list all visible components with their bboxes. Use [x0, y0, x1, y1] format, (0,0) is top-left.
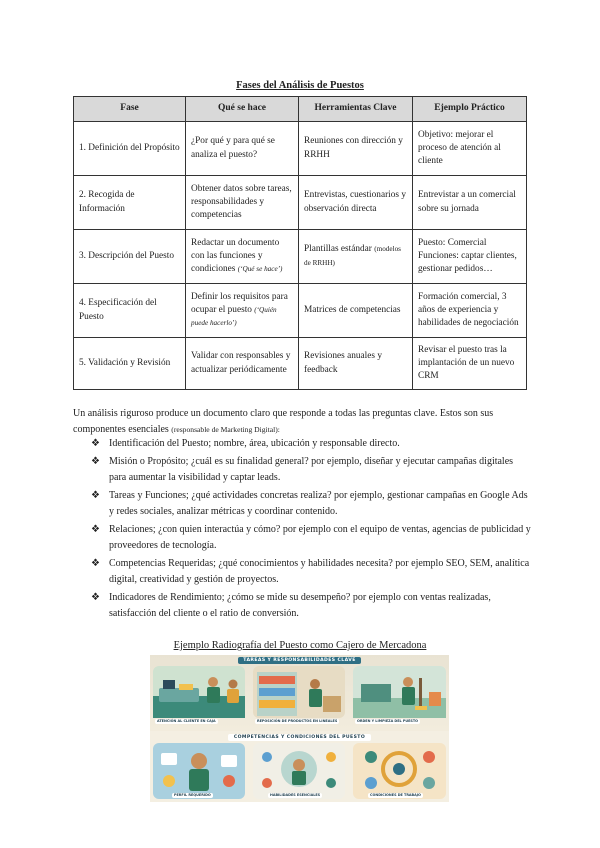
- phases-table: [73, 96, 527, 390]
- cell-herr: Reuniones con dirección y RRHH: [299, 122, 413, 176]
- list-item-text: Misión o Propósito; ¿cuál es su finalidad general? por ejemplo, diseñar y ejecutar campañas digitales para aumentar la visibilidad y captar leads.: [109, 455, 514, 483]
- conditions-scene-illustration: [353, 743, 446, 799]
- diamond-bullet-icon: ❖: [91, 455, 100, 467]
- cell-que: Obtener datos sobre tareas, responsabilidades y competencias: [186, 176, 299, 230]
- table-row: [74, 284, 527, 338]
- skills-illustration-icon: [253, 743, 345, 799]
- list-item: [91, 488, 531, 520]
- profile-illustration-icon: [153, 743, 245, 799]
- table-row: [74, 176, 527, 230]
- infographic-banner-mid: COMPETENCIAS Y CONDICIONES DEL PUESTO: [228, 734, 371, 741]
- cell-que-note: (‘Quién puede hacerlo’): [191, 305, 277, 327]
- cell-herr: [299, 230, 413, 284]
- checkout-illustration-icon: [153, 666, 245, 718]
- list-item-text: Competencias Requeridas; ¿qué conocimientos y habilidades necesita? por ejemplo SEO, SEM, analítica digital, creatividad y gestión de proyectos.: [109, 557, 530, 585]
- header-ejemplo: Ejemplo Práctico: [413, 97, 527, 122]
- list-item-text: Tareas y Funciones; ¿qué actividades concretas realiza? por ejemplo, gestionar campañas en Google Ads y redes sociales, analizar métricas y coordinar contenido.: [109, 489, 528, 517]
- conditions-illustration-icon: [353, 743, 446, 799]
- table-row: [74, 230, 527, 284]
- skills-scene-illustration: [253, 743, 345, 799]
- document-title: Fases del Análisis de Puestos: [236, 80, 364, 91]
- cell-fase: 4. Especificación del Puesto: [74, 284, 186, 338]
- list-item: [91, 590, 531, 622]
- cell-que-note: (‘Qué se hace’): [237, 265, 283, 273]
- cleaning-illustration-icon: [353, 666, 446, 718]
- table-header-row: [74, 97, 527, 122]
- intro-paragraph: [73, 406, 528, 438]
- card-caption-skills: HABILIDADES ESENCIALES: [270, 793, 321, 797]
- cell-fase: 3. Descripción del Puesto: [74, 230, 186, 284]
- diamond-bullet-icon: ❖: [91, 523, 100, 535]
- cell-herr-note: (modelos de RRHH): [304, 245, 401, 267]
- card-caption-profile: PERFIL REQUERIDO: [174, 793, 211, 797]
- cell-ejemplo: Puesto: Comercial Funciones: captar clientes, gestionar pedidos…: [413, 230, 527, 284]
- intro-note: (responsable de Marketing Digital):: [171, 425, 280, 435]
- list-item: [91, 556, 531, 588]
- cell-que-text: Redactar un documento con las funciones y condiciones: [191, 237, 280, 274]
- cell-que-text: Definir los requisitos para ocupar el puesto: [191, 291, 288, 315]
- components-list: [91, 436, 531, 624]
- header-herramientas: Herramientas Clave: [299, 97, 413, 122]
- cleaning-scene-illustration: [353, 666, 446, 718]
- cell-que: [186, 284, 299, 338]
- table-row: [74, 338, 527, 390]
- shelves-scene-illustration: [253, 666, 345, 718]
- list-item-text: Identificación del Puesto; nombre, área, ubicación y responsable directo.: [109, 438, 400, 449]
- list-item-text: Indicadores de Rendimiento; ¿cómo se mide su desempeño? por ejemplo con ventas realizadas, satisfacción del cliente o el ratio de conversión.: [109, 591, 491, 619]
- infographic-banner-top: TAREAS Y RESPONSABILIDADES CLAVE: [238, 657, 361, 664]
- diamond-bullet-icon: ❖: [91, 489, 100, 501]
- cell-ejemplo: Formación comercial, 3 años de experiencia y habilidades de negociación: [413, 284, 527, 338]
- header-fase: Fase: [74, 97, 186, 122]
- checkout-scene-illustration: [153, 666, 245, 718]
- list-item: [91, 522, 531, 554]
- diamond-bullet-icon: ❖: [91, 591, 100, 603]
- cell-ejemplo: Revisar el puesto tras la implantación de un nuevo CRM: [413, 338, 527, 390]
- cell-fase: 2. Recogida de Información: [74, 176, 186, 230]
- header-que-se-hace: Qué se hace: [186, 97, 299, 122]
- cell-fase: 1. Definición del Propósito: [74, 122, 186, 176]
- list-item: [91, 436, 531, 452]
- cell-que: Validar con responsables y actualizar periódicamente: [186, 338, 299, 390]
- card-caption-cleaning: ORDEN Y LIMPIEZA DEL PUESTO: [357, 719, 419, 723]
- cell-fase: 5. Validación y Revisión: [74, 338, 186, 390]
- intro-text: Un análisis riguroso produce un documento claro que responde a todas las preguntas clave. Estos son sus componentes esenciales: [73, 408, 494, 436]
- diamond-bullet-icon: ❖: [91, 557, 100, 569]
- image-caption: Ejemplo Radiografía del Puesto como Cajero de Mercadona: [173, 640, 427, 651]
- card-caption-restock: REPOSICIÓN DE PRODUCTOS EN LINEALES: [257, 719, 338, 723]
- table-row: [74, 122, 527, 176]
- cell-que: ¿Por qué y para qué se analiza el puesto?: [186, 122, 299, 176]
- shelves-illustration-icon: [253, 666, 345, 718]
- cell-herr: Revisiones anuales y feedback: [299, 338, 413, 390]
- cell-herr-text: Plantillas estándar: [304, 244, 372, 255]
- list-item-text: Relaciones; ¿con quien interactúa y cómo? por ejemplo con el equipo de ventas, agencias de publicidad y proveedores de tecnología.: [109, 523, 531, 551]
- cashier-infographic: [150, 655, 449, 802]
- list-item: [91, 454, 531, 486]
- card-caption-checkout: ATENCIÓN AL CLIENTE EN CAJA: [157, 719, 216, 723]
- cell-ejemplo: Objetivo: mejorar el proceso de atención al cliente: [413, 122, 527, 176]
- card-caption-conditions: CONDICIONES DE TRABAJO: [370, 793, 421, 797]
- cell-ejemplo: Entrevistar a un comercial sobre su jornada: [413, 176, 527, 230]
- diamond-bullet-icon: ❖: [91, 438, 100, 449]
- cell-herr: Entrevistas, cuestionarios y observación directa: [299, 176, 413, 230]
- cell-herr: Matrices de competencias: [299, 284, 413, 338]
- profile-scene-illustration: [153, 743, 245, 799]
- cell-que: [186, 230, 299, 284]
